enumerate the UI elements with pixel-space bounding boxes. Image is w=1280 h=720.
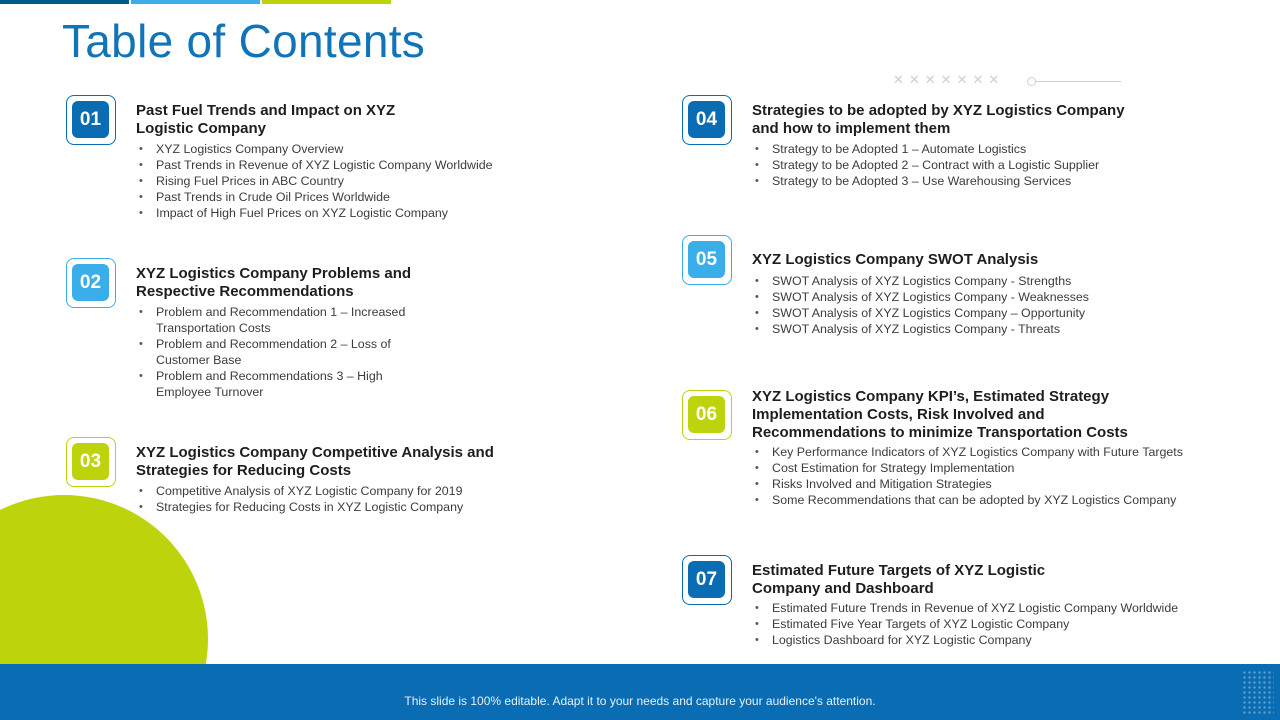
top-accent-bar-light-blue	[131, 0, 260, 4]
section-heading: Estimated Future Targets of XYZ Logistic Company and Dashboard	[752, 562, 1046, 597]
list-item: • Strategy to be Adopted 1 – Automate Logistics	[752, 141, 1099, 157]
list-item: • Problem and Recommendation 1 – Increased Transportation Costs	[136, 304, 436, 336]
footer-text: This slide is 100% editable. Adapt it to your needs and capture your audience's attention.	[404, 694, 876, 708]
list-item: • Key Performance Indicators of XYZ Logistics Company with Future Targets	[752, 444, 1183, 460]
section-number-badge	[682, 390, 732, 440]
section-number: 07	[688, 561, 725, 598]
toc-section-03[interactable]	[66, 437, 586, 527]
list-item: • XYZ Logistics Company Overview	[136, 141, 493, 157]
section-heading: XYZ Logistics Company KPI’s, Estimated Strategy Implementation Costs, Risk Involved and Recommendations to minimize Transportation Costs	[752, 388, 1128, 441]
section-heading: XYZ Logistics Company Problems and Respective Recommendations	[136, 265, 412, 300]
list-item: • Problem and Recommendation 2 – Loss of Customer Base	[136, 336, 436, 368]
page-title: Table of Contents	[62, 15, 426, 67]
list-item: • Logistics Dashboard for XYZ Logistic Company	[752, 632, 1178, 648]
toc-section-07[interactable]	[682, 555, 1272, 655]
list-item: • Some Recommendations that can be adopted by XYZ Logistics Company	[752, 492, 1183, 508]
toc-section-05[interactable]	[682, 235, 1262, 345]
section-number-badge	[66, 95, 116, 145]
decorative-x-marks-icon: ✕✕✕✕✕✕✕	[893, 73, 1005, 88]
section-number-badge	[66, 258, 116, 308]
list-item: • SWOT Analysis of XYZ Logistics Company - Threats	[752, 321, 1089, 337]
section-item-list	[752, 273, 1089, 337]
section-item-list	[136, 483, 463, 515]
list-item: • Strategy to be Adopted 3 – Use Warehousing Services	[752, 173, 1099, 189]
section-number-badge	[682, 95, 732, 145]
section-item-list	[752, 444, 1183, 508]
list-item: • Risks Involved and Mitigation Strategies	[752, 476, 1183, 492]
section-item-list	[136, 141, 493, 221]
section-item-list	[752, 600, 1178, 648]
section-number-badge	[66, 437, 116, 487]
list-item: • Past Trends in Crude Oil Prices Worldwide	[136, 189, 493, 205]
list-item: • Estimated Five Year Targets of XYZ Logistic Company	[752, 616, 1178, 632]
decorative-circle-icon	[1027, 77, 1036, 86]
footer-bar	[0, 664, 1280, 720]
toc-section-01[interactable]	[66, 95, 586, 235]
list-item: • SWOT Analysis of XYZ Logistics Company - Strengths	[752, 273, 1089, 289]
section-number: 01	[72, 101, 109, 138]
section-number-badge	[682, 235, 732, 285]
section-heading: XYZ Logistics Company SWOT Analysis	[752, 251, 1039, 268]
list-item: • Problem and Recommendations 3 – High Employee Turnover	[136, 368, 436, 400]
section-number: 04	[688, 101, 725, 138]
list-item: • Strategy to be Adopted 2 – Contract with a Logistic Supplier	[752, 157, 1099, 173]
section-heading: Strategies to be adopted by XYZ Logistics Company and how to implement them	[752, 102, 1125, 137]
section-item-list	[752, 141, 1099, 189]
list-item: • SWOT Analysis of XYZ Logistics Company - Weaknesses	[752, 289, 1089, 305]
top-accent-bar-dark-blue	[0, 0, 129, 4]
section-number: 02	[72, 264, 109, 301]
toc-section-04[interactable]	[682, 95, 1262, 195]
list-item: • Impact of High Fuel Prices on XYZ Logistic Company	[136, 205, 493, 221]
list-item: • Estimated Future Trends in Revenue of XYZ Logistic Company Worldwide	[752, 600, 1178, 616]
section-item-list	[136, 304, 436, 400]
section-number: 05	[688, 241, 725, 278]
decorative-dot-grid-icon	[1242, 670, 1274, 716]
section-heading: XYZ Logistics Company Competitive Analysis and Strategies for Reducing Costs	[136, 444, 494, 479]
list-item: • Competitive Analysis of XYZ Logistic Company for 2019	[136, 483, 463, 499]
toc-section-06[interactable]	[682, 390, 1272, 520]
list-item: • Past Trends in Revenue of XYZ Logistic Company Worldwide	[136, 157, 493, 173]
section-number: 03	[72, 443, 109, 480]
list-item: • SWOT Analysis of XYZ Logistics Company – Opportunity	[752, 305, 1089, 321]
decorative-divider	[893, 73, 1123, 89]
list-item: • Strategies for Reducing Costs in XYZ Logistic Company	[136, 499, 463, 515]
section-heading: Past Fuel Trends and Impact on XYZ Logistic Company	[136, 102, 396, 137]
top-accent-bar-green	[262, 0, 391, 4]
list-item: • Cost Estimation for Strategy Implementation	[752, 460, 1183, 476]
list-item: • Rising Fuel Prices in ABC Country	[136, 173, 493, 189]
section-number-badge	[682, 555, 732, 605]
toc-section-02[interactable]	[66, 258, 586, 408]
section-number: 06	[688, 396, 725, 433]
